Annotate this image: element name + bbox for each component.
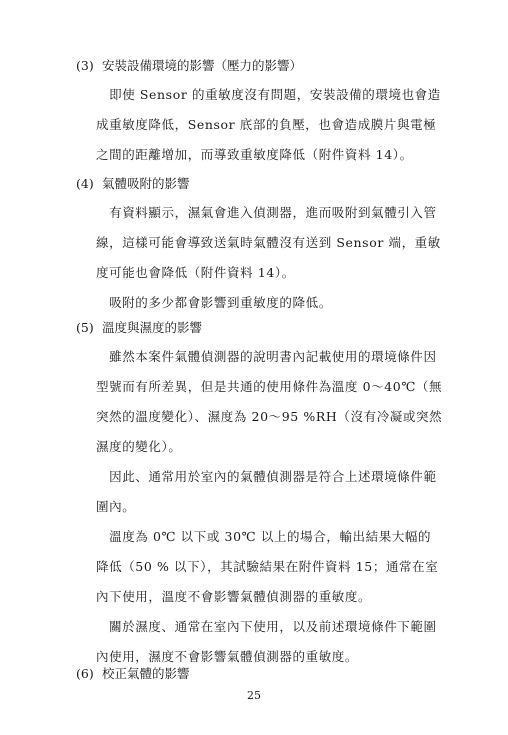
page-number: 25: [247, 689, 261, 702]
section-number: (3): [76, 58, 94, 73]
section-number: (4): [76, 176, 94, 191]
section-heading-4: [76, 174, 190, 192]
section-body-5: [96, 342, 444, 672]
section-number: (5): [76, 320, 94, 335]
paragraph: 吸附的多少都會影響到重敏度的降低。: [96, 295, 332, 310]
section-heading-6: [76, 664, 190, 682]
paragraph: 溫度為 0℃ 以下或 30℃ 以上的場合，輸出結果大幅的降低（50 % 以下），其試驗結果在附件資料 15；通常在室內下使用，溫度不會影響氣體偵測器的重敏度。: [96, 529, 439, 604]
section-title: 氣體吸附的影響: [101, 176, 190, 191]
paragraph: 雖然本案件氣體偵測器的說明書內記載使用的環境條件因型號而有所差異，但是共通的使用條件為溫度 0～40℃（無突然的溫度變化）、濕度為 20～95 %RH（沒有冷凝或突然濕度的變化）。: [96, 349, 443, 454]
paragraph: 關於濕度、通常在室內下使用，以及前述環境條件下範圍內使用，濕度不會影響氣體偵測器的重敏度。: [96, 619, 437, 664]
section-title: 溫度與濕度的影響: [101, 320, 202, 335]
section-title: 安裝設備環境的影響（壓力的影響）: [101, 58, 302, 73]
section-heading-5: [76, 318, 202, 336]
paragraph: 有資料顯示，濕氣會進入偵測器，進而吸附到氣體引入管線，這樣可能會導致送氣時氣體沒有送到 Sensor 端，重敏度可能也會降低（附件資料 14）。: [96, 205, 441, 280]
section-body-3: [96, 80, 444, 170]
section-number: (6): [76, 666, 94, 681]
section-heading-3: [76, 56, 302, 74]
paragraph: 即使 Sensor 的重敏度沒有問題，安裝設備的環境也會造成重敏度降低，Sensor 底部的負壓，也會造成膜片與電極之間的距離增加，而導致重敏度降低（附件資料 14）。: [96, 87, 441, 162]
paragraph: 因此、通常用於室內的氣體偵測器是符合上述環境條件範圍內。: [96, 469, 437, 514]
section-body-4: [96, 198, 444, 318]
section-title: 校正氣體的影響: [101, 666, 190, 681]
